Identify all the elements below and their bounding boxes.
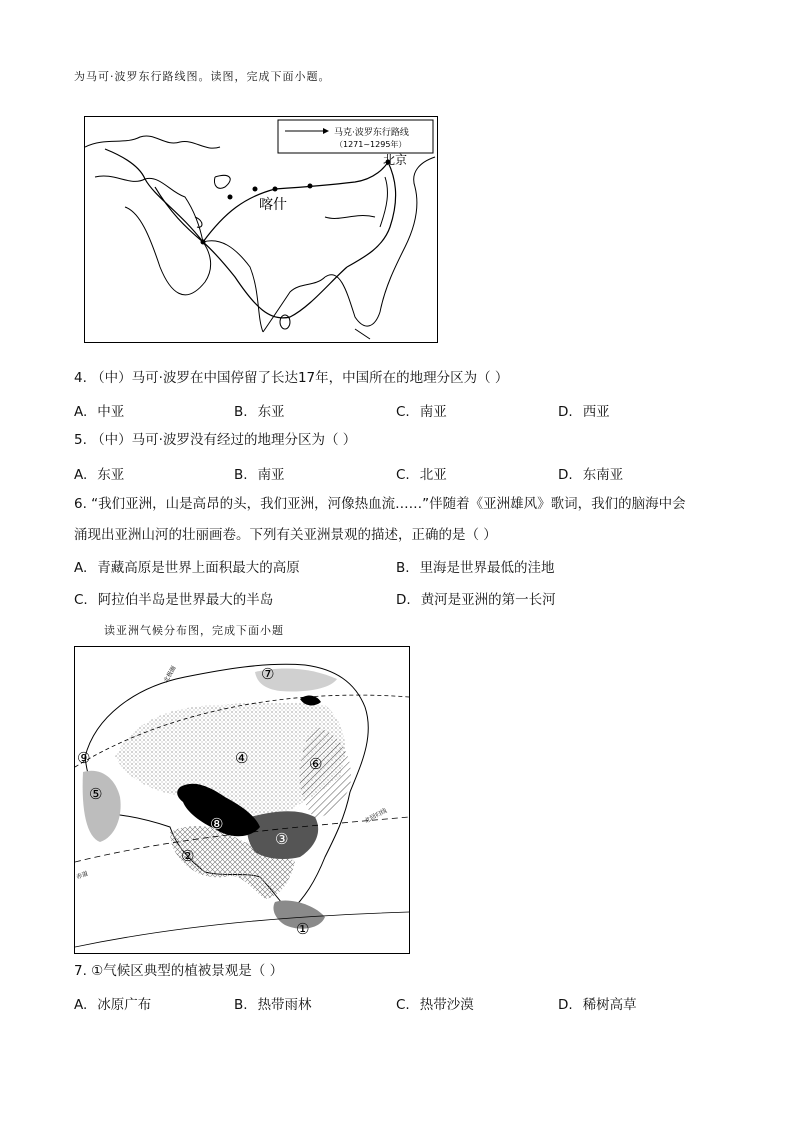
label-region-8: ⑧ (210, 815, 224, 833)
q6-option-d[interactable] (396, 588, 556, 608)
intro-text-map2: 读亚洲气候分布图，完成下面小题 (104, 624, 284, 637)
marco-polo-route-map (84, 116, 438, 343)
option-text: 东南亚 (582, 467, 624, 483)
label-region-7: ⑦ (261, 665, 275, 683)
option-text: 东亚 (97, 467, 125, 483)
q7-option-c[interactable] (396, 993, 474, 1013)
option-letter: A. (74, 404, 88, 420)
option-text: 冰原广布 (97, 997, 152, 1013)
q4-option-b[interactable] (234, 400, 285, 420)
option-letter: C. (74, 592, 88, 608)
q7-option-a[interactable] (74, 993, 151, 1013)
coastline-china (380, 157, 435, 312)
option-letter: A. (74, 560, 88, 576)
label-region-2: ② (181, 847, 195, 865)
route-line (105, 149, 396, 318)
question-7: 7. ①气候区典型的植被景观是（ ） (74, 963, 284, 979)
option-text: 北亚 (419, 467, 447, 483)
q4-option-d[interactable] (558, 400, 610, 420)
route-stops (201, 160, 391, 245)
option-letter: A. (74, 997, 88, 1013)
coastline-india-west (203, 241, 263, 332)
option-text: 中亚 (97, 404, 125, 420)
question-6-line-1: 6. “我们亚洲，山是高昂的头，我们亚洲，河像热血流……”伴随着《亚洲雄风》歌词，我们的脑海中会 (74, 496, 686, 512)
option-text: 热带雨林 (257, 997, 312, 1013)
option-letter: D. (558, 404, 573, 420)
coastline-india-east (263, 277, 325, 332)
question-5: 5. （中）马可·波罗没有经过的地理分区为（ ） (74, 432, 357, 448)
question-6-line-2: 涌现出亚洲山河的壮丽画卷。下列有关亚洲景观的描述，正确的是（ ） (74, 527, 497, 543)
river-huang (325, 216, 375, 219)
legend-dates: （1271~1295年） (335, 140, 407, 149)
caspian-sea (214, 175, 230, 188)
option-text: 青藏高原是世界上面积最大的高原 (97, 560, 300, 576)
option-letter: B. (234, 467, 248, 483)
label-arctic-circle: 北极圈 (162, 664, 178, 684)
asia-climate-map (74, 646, 410, 954)
legend-title: 马克·波罗东行路线 (334, 128, 409, 138)
label-region-4: ④ (235, 749, 249, 767)
q5-option-d[interactable] (558, 463, 623, 483)
coastline-arabia (125, 207, 211, 295)
option-text: 东亚 (257, 404, 285, 420)
intro-text-map1: 为马可·波罗东行路线图。读图，完成下面小题。 (74, 70, 331, 83)
option-text: 南亚 (419, 404, 447, 420)
option-letter: D. (558, 997, 573, 1013)
q6-option-a[interactable] (74, 556, 300, 576)
climate-map-svg (75, 647, 409, 953)
option-text: 热带沙漠 (419, 997, 474, 1013)
q5-option-b[interactable] (234, 463, 285, 483)
coastline-indochina (325, 275, 380, 326)
option-text: 西亚 (582, 404, 610, 420)
option-letter: B. (396, 560, 410, 576)
coastline-anatolia (95, 176, 203, 242)
option-letter: D. (396, 592, 411, 608)
sumatra (355, 329, 370, 339)
option-letter: B. (234, 997, 248, 1013)
label-beijing: 北京 (383, 153, 408, 167)
option-letter: D. (558, 467, 573, 483)
label-region-1: ① (296, 920, 310, 938)
q5-option-c[interactable] (396, 463, 447, 483)
question-4: 4. （中）马可·波罗在中国停留了长达17年，中国所在的地理分区为（ ） (74, 370, 509, 386)
option-text: 里海是世界最低的洼地 (419, 560, 555, 576)
river-yangtze (380, 177, 387, 227)
coastline-europe (85, 136, 220, 148)
q7-option-d[interactable] (558, 993, 637, 1013)
label-tropic: 北回归线 (363, 807, 389, 825)
option-text: 阿拉伯半岛是世界最大的半岛 (97, 592, 274, 608)
route-map-svg (85, 117, 437, 342)
q4-option-a[interactable] (74, 400, 124, 420)
label-equator: 赤道 (75, 870, 89, 881)
option-text: 黄河是亚洲的第一长河 (420, 592, 556, 608)
option-letter: C. (396, 404, 410, 420)
label-region-5: ⑤ (89, 785, 103, 803)
q4-option-c[interactable] (396, 400, 447, 420)
label-region-9: ⑨ (77, 749, 91, 767)
label-region-6: ⑥ (309, 755, 323, 773)
label-region-3: ③ (275, 830, 289, 848)
equator-line (75, 912, 409, 947)
q6-option-c[interactable] (74, 588, 273, 608)
option-letter: C. (396, 467, 410, 483)
q6-option-b[interactable] (396, 556, 555, 576)
q7-option-b[interactable] (234, 993, 312, 1013)
q5-option-a[interactable] (74, 463, 124, 483)
option-letter: B. (234, 404, 248, 420)
option-letter: A. (74, 467, 88, 483)
option-letter: C. (396, 997, 410, 1013)
option-text: 南亚 (257, 467, 285, 483)
label-kashgar: 喀什 (259, 197, 287, 213)
option-text: 稀树高草 (582, 997, 637, 1013)
